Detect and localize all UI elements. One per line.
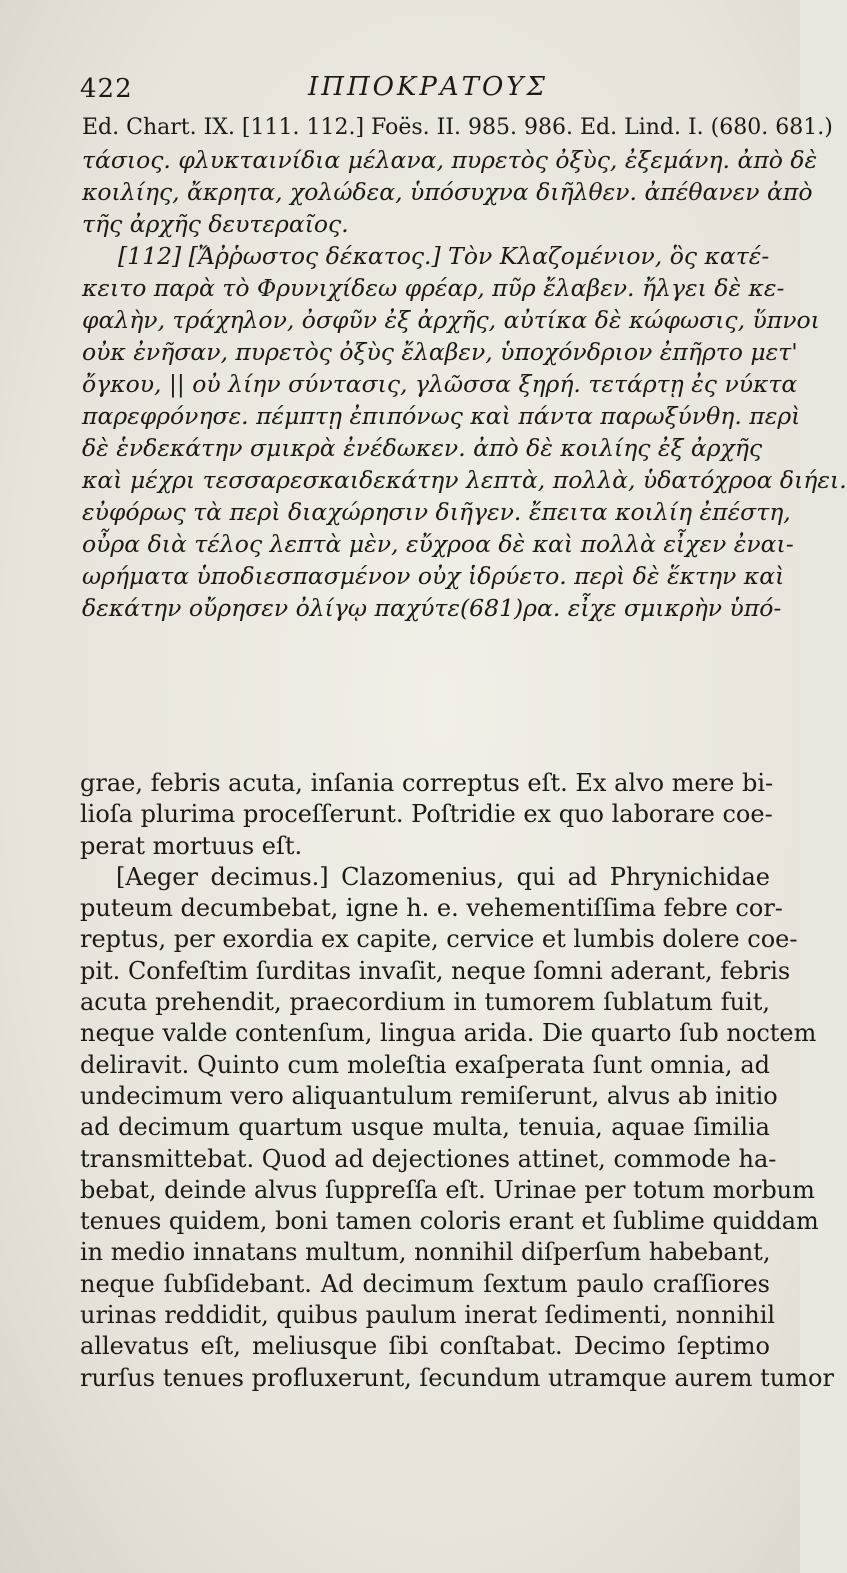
latin-line: ad decimum quartum usque multa, tenuia, aquae ſimilia: [80, 1113, 770, 1142]
greek-line: δὲ ἑνδεκάτην σμικρὰ ἐνέδωκεν. ἀπὸ δὲ κοιλίης ἐξ ἀρχῆς: [82, 434, 763, 462]
latin-line: bebat, deinde alvus ſuppreſſa eſt. Urinae per totum morbum: [80, 1175, 815, 1204]
greek-line: κειτο παρὰ τὸ Φρυνιχίδεω φρέαρ, πῦρ ἔλαβεν. ἤλγει δὲ κε-: [82, 274, 785, 302]
greek-line: ωρήματα ὑποδιεσπασμένον οὐχ ἱδρύετο. περὶ δὲ ἕκτην καὶ: [82, 562, 785, 590]
latin-line: acuta prehendit, praecordium in tumorem ſublatum fuit,: [80, 988, 770, 1017]
edition-references: Ed. Chart. IX. [111. 112.] Foës. II. 985. 986. Ed. Lind. I. (680. 681.): [82, 115, 833, 140]
greek-line: οὖρα διὰ τέλος λεπτὰ μὲν, εὔχροα δὲ καὶ πολλὰ εἶχεν ἐναι-: [82, 530, 794, 558]
latin-line: urinas reddidit, quibus paulum inerat ſedimenti, nonnihil: [80, 1301, 776, 1330]
greek-line: [112] [Ἄῤῥωστος δέκατος.] Τὸν Κλαζομένιον, ὃς κατέ-: [118, 242, 770, 270]
greek-line: δεκάτην οὔρησεν ὀλίγῳ παχύτε(681)ρα. εἶχε σμικρὴν ὑπό-: [82, 594, 782, 622]
greek-line: εὐφόρως τὰ περὶ διαχώρησιν διῆγεν. ἔπειτα κοιλίη ἐπέστη,: [82, 498, 791, 526]
latin-line: grae, febris acuta, inſania correptus eſt. Ex alvo mere bi-: [80, 769, 774, 797]
greek-line: παρεφρόνησε. πέμπτῃ ἐπιπόνως καὶ πάντα παρωξύνθη. περὶ: [82, 402, 801, 430]
greek-line: κοιλίης, ἄκρητα, χολώδεα, ὑπόσυχνα διῆλθεν. ἀπέθανεν ἀπὸ: [82, 178, 813, 206]
greek-line: καὶ μέχρι τεσσαρεσκαιδεκάτην λεπτὰ, πολλὰ, ὑδατόχροα διήει.: [82, 466, 847, 494]
page-number: 422: [80, 74, 133, 104]
latin-line: perat mortuus eſt.: [80, 831, 303, 860]
greek-line: φαλὴν, τράχηλον, ὀσφῦν ἐξ ἀρχῆς, αὐτίκα δὲ κώφωσις, ὕπνοι: [82, 306, 820, 334]
latin-line: tenues quidem, boni tamen coloris erant et ſublime quiddam: [80, 1207, 819, 1236]
latin-line: allevatus eſt, meliusque ſibi conſtabat. Decimo ſeptimo: [80, 1332, 770, 1361]
latin-line: neque ſubſidebant. Ad decimum ſextum paulo craſſiores: [80, 1269, 770, 1298]
latin-text-block: [80, 768, 834, 1394]
latin-line: pit. Confeſtim ſurditas invaſit, neque ſomni aderant, febris: [80, 956, 791, 985]
latin-line: rurſus tenues profluxerunt, ſecundum utramque aurem tumor: [80, 1363, 834, 1392]
latin-line: deliravit. Quinto cum moleſtia exaſperata ſunt omnia, ad: [80, 1050, 770, 1079]
running-title: ΙΠΠΟΚΡΑΤΟΥΣ: [308, 72, 548, 102]
latin-line: neque valde contenſum, lingua arida. Die quarto ſub noctem: [80, 1019, 817, 1048]
latin-line: reptus, per exordia ex capite, cervice et lumbis dolere coe-: [80, 925, 798, 954]
latin-line: lioſa plurima proceſſerunt. Poſtridie ex quo laborare coe-: [80, 800, 773, 829]
latin-line: transmittebat. Quod ad dejectiones attinet, commode ha-: [80, 1144, 777, 1173]
page-header: [80, 66, 800, 110]
greek-line: οὐκ ἐνῆσαν, πυρετὸς ὀξὺς ἔλαβεν, ὑποχόνδριον ἐπῆρτο μετ': [82, 338, 798, 366]
latin-line: puteum decumbebat, igne h. e. vehementiſſima febre cor-: [80, 894, 783, 923]
latin-line: in medio innatans multum, nonnihil diſperſum habebant,: [80, 1238, 771, 1267]
greek-line: τάσιος. φλυκταινίδια μέλανα, πυρετὸς ὀξὺς, ἐξεμάνη. ἀπὸ δὲ: [82, 146, 818, 174]
greek-text-block: [82, 112, 847, 624]
latin-line: [Aeger decimus.] Clazomenius, qui ad Phrynichidae: [116, 862, 770, 891]
latin-line: undecimum vero aliquantulum remiſerunt, alvus ab initio: [80, 1081, 778, 1110]
greek-line: ὄγκου, || οὐ λίην σύντασις, γλῶσσα ξηρή. τετάρτῃ ἐς νύκτα: [82, 370, 798, 398]
greek-line: τῆς ἀρχῆς δευτεραῖος.: [82, 210, 349, 238]
